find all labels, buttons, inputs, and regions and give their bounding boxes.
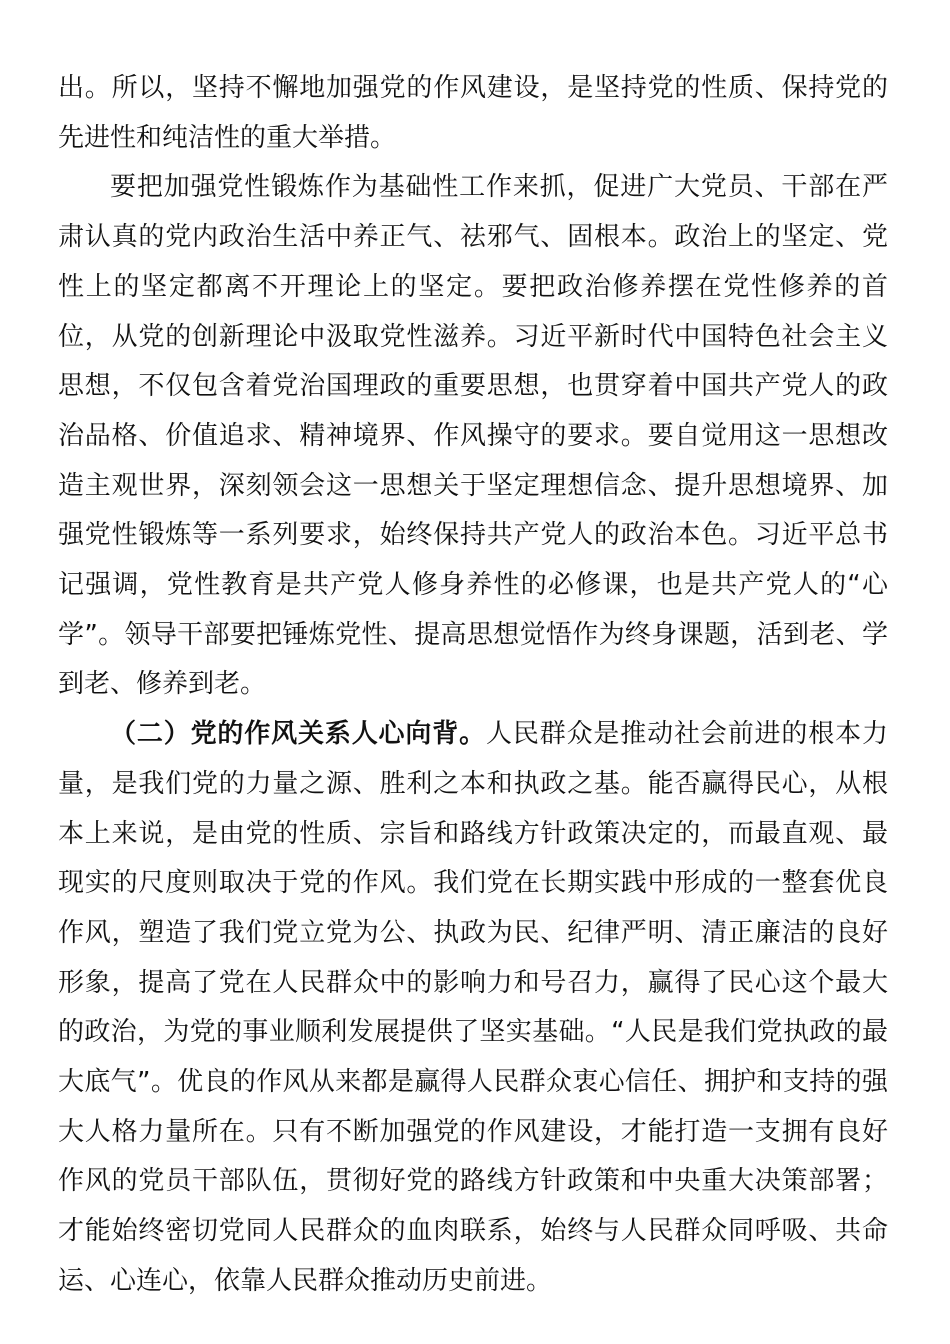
paragraph-continuation: 出。所以，坚持不懈地加强党的作风建设，是坚持党的性质、保持党的先进性和纯洁性的重大举措。 — [58, 73, 888, 153]
document-body — [58, 64, 888, 1307]
section-heading: （二）党的作风关系人心向背。 — [110, 719, 486, 750]
paragraph-party-spirit: 要把加强党性锻炼作为基础性工作来抓，促进广大党员、干部在严肃认真的党内政治生活中养正气、祛邪气、固根本。政治上的坚定、党性上的坚定都离不开理论上的坚定。要把政治修养摆在党性修养的首位，从党的创新理论中汲取党性滋养。习近平新时代中国特色社会主义思想，不仅包含着党治国理政的重要思想，也贯穿着中国共产党人的政治品格、价值追求、精神境界、作风操守的要求。要自觉用这一思想改造主观世界，深刻领会这一思想关于坚定理想信念、提升思想境界、加强党性锻炼等一系列要求，始终保持共产党人的政治本色。习近平总书记强调，党性教育是共产党人修身养性的必修课，也是共产党人的“心学”。领导干部要把锤炼党性、提高思想觉悟作为终身课题，活到老、学到老、修养到老。 — [58, 172, 888, 700]
paragraph-section-two — [58, 710, 888, 1306]
section-body-text: 人民群众是推动社会前进的根本力量，是我们党的力量之源、胜利之本和执政之基。能否赢得民心，从根本上来说，是由党的性质、宗旨和路线方针政策决定的，而最直观、最现实的尺度则取决于党的作风。我们党在长期实践中形成的一整套优良作风，塑造了我们党立党为公、执政为民、纪律严明、清正廉洁的良好形象，提高了党在人民群众中的影响力和号召力，赢得了民心这个最大的政治，为党的事业顺利发展提供了坚实基础。“人民是我们党执政的最大底气”。优良的作风从来都是赢得人民群众衷心信任、拥护和支持的强大人格力量所在。只有不断加强党的作风建设，才能打造一支拥有良好作风的党员干部队伍，贯彻好党的路线方针政策和中央重大决策部署；才能始终密切党同人民群众的血肉联系，始终与人民群众同呼吸、共命运、心连心，依靠人民群众推动历史前进。 — [58, 719, 888, 1296]
